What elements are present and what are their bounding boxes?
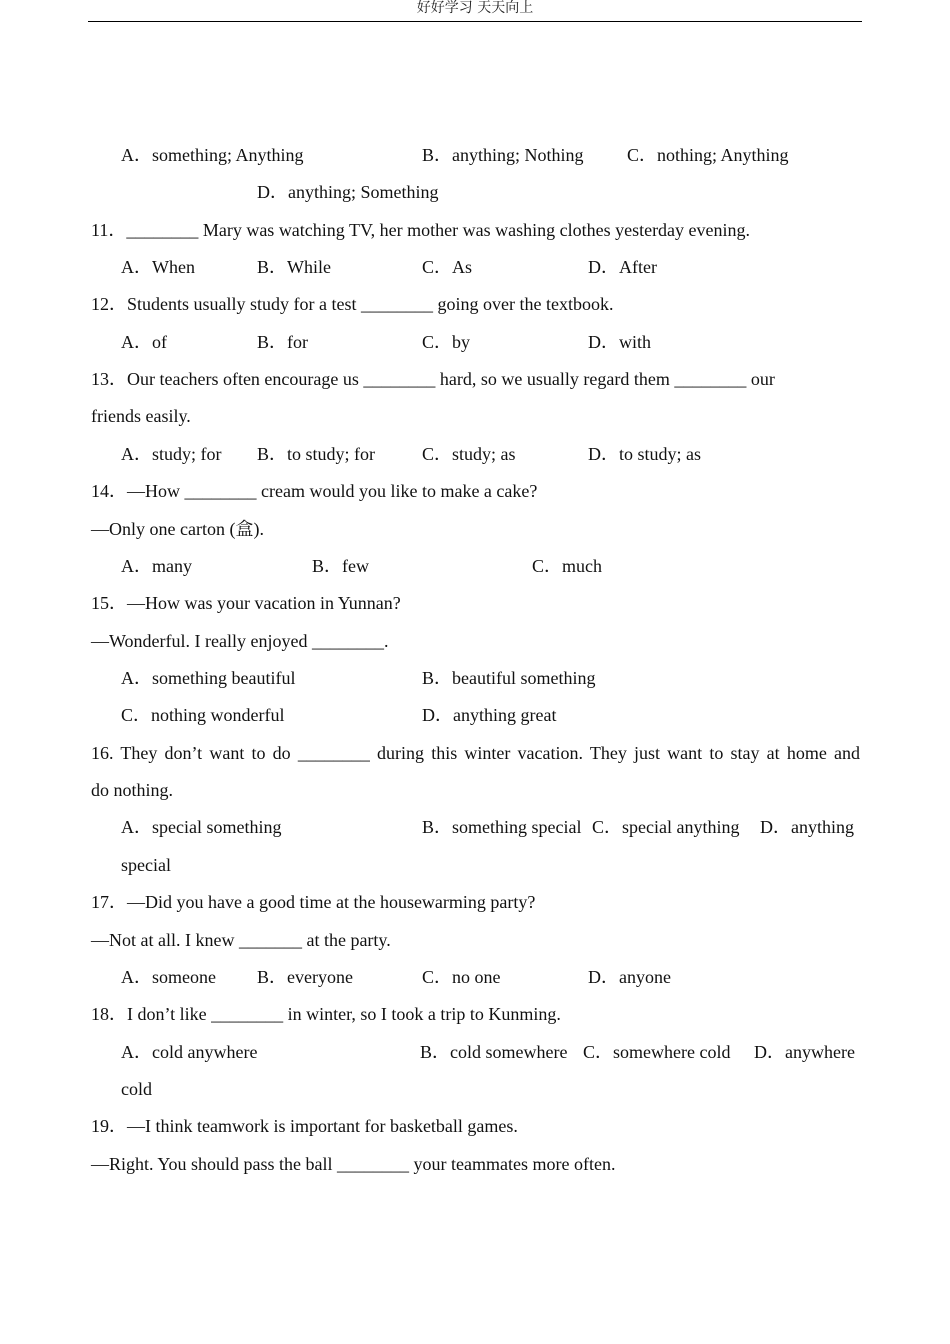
q13-option-d: D．to study; as: [588, 444, 702, 464]
q16-option-b: B．something special: [422, 817, 582, 837]
q18-option-c: C．somewhere cold: [583, 1042, 731, 1062]
q19-stem: 19．—I think teamwork is important for basketball games.: [91, 1116, 518, 1136]
q17-option-c: C．no one: [422, 967, 501, 987]
q15-options-row2: [0, 703, 950, 727]
q14-option-c: C．much: [532, 556, 602, 576]
q14-options-row: [0, 554, 950, 578]
q10-option-b: B．anything; Nothing: [422, 145, 584, 165]
q18-option-d-line2: cold: [121, 1079, 152, 1099]
q11-stem: 11．________ Mary was watching TV, her mother was washing clothes yesterday evening.: [91, 220, 751, 240]
q12-option-d: D．with: [588, 332, 651, 352]
q12-stem-row: [0, 292, 950, 316]
q11-option-c: C．As: [422, 257, 473, 277]
q15-stem-row: [0, 591, 950, 615]
q14-reply-row: [0, 517, 950, 541]
q10-option-d: D．anything; Something: [257, 182, 439, 202]
q16-option-d-line1: D．anything: [760, 817, 854, 837]
q13-option-b: B．to study; for: [257, 444, 376, 464]
q13-stem-row2: [0, 404, 950, 428]
q16-option-c: C．special anything: [592, 817, 740, 837]
header-text: 好好学习 天天向上: [416, 0, 534, 16]
q19-stem-row: [0, 1114, 950, 1138]
q10-options-row1: [0, 143, 950, 167]
q11-stem-row: [0, 218, 950, 242]
q16-stem-row1: [0, 741, 950, 765]
q17-options-row: [0, 965, 950, 989]
q14-stem: 14．—How ________ cream would you like to make a cake?: [91, 481, 538, 501]
q14-stem-row: [0, 479, 950, 503]
q15-options-row1: [0, 666, 950, 690]
q12-option-c: C．by: [422, 332, 471, 352]
q15-option-c: C．nothing wonderful: [121, 705, 285, 725]
q17-option-b: B．everyone: [257, 967, 353, 987]
q17-stem: 17．—Did you have a good time at the housewarming party?: [91, 892, 536, 912]
q11-option-a: A．When: [121, 257, 195, 277]
q15-option-d: D．anything great: [422, 705, 557, 725]
q13-stem-line1: 13．Our teachers often encourage us ________ hard, so we usually regard them ________ our: [91, 369, 775, 389]
q10-options-row2: [0, 180, 950, 204]
q17-option-a: A．someone: [121, 967, 216, 987]
q19-reply-row: [0, 1152, 950, 1176]
q11-option-d: D．After: [588, 257, 657, 277]
q17-reply: —Not at all. I knew _______ at the party.: [91, 930, 391, 950]
q18-options-row1: [0, 1040, 950, 1064]
q18-options-row2: [0, 1077, 950, 1101]
q18-stem-row: [0, 1002, 950, 1026]
q12-option-b: B．for: [257, 332, 308, 352]
q16-option-a: A．special something: [121, 817, 282, 837]
q17-stem-row: [0, 890, 950, 914]
q15-option-a: A．something beautiful: [121, 668, 296, 688]
q12-option-a: A．of: [121, 332, 167, 352]
q18-option-b: B．cold somewhere: [420, 1042, 568, 1062]
q16-stem-line2: do nothing.: [91, 780, 174, 800]
q13-options-row: [0, 442, 950, 466]
q18-option-a: A．cold anywhere: [121, 1042, 258, 1062]
q15-stem: 15．—How was your vacation in Yunnan?: [91, 593, 401, 613]
q16-stem-row2: [0, 778, 950, 802]
q17-reply-row: [0, 928, 950, 952]
q10-option-c: C．nothing; Anything: [627, 145, 789, 165]
q10-option-a: A．something; Anything: [121, 145, 304, 165]
q14-option-b: B．few: [312, 556, 369, 576]
q16-stem-line1: 16. They don’t want to do ________ during this winter vacation. They just want to stay at home and: [91, 743, 860, 763]
q15-reply-row: [0, 629, 950, 653]
q13-stem-line2: friends easily.: [91, 406, 191, 426]
q12-stem: 12．Students usually study for a test ________ going over the textbook.: [91, 294, 614, 314]
q15-reply: —Wonderful. I really enjoyed ________.: [91, 631, 389, 651]
q16-options-row2: [0, 853, 950, 877]
q11-options-row: [0, 255, 950, 279]
q14-reply: —Only one carton (盒).: [91, 519, 264, 539]
q17-option-d: D．anyone: [588, 967, 671, 987]
q13-stem-row1: [0, 367, 950, 391]
q18-option-d-line1: D．anywhere: [754, 1042, 855, 1062]
q16-options-row1: [0, 815, 950, 839]
q14-option-a: A．many: [121, 556, 192, 576]
q11-option-b: B．While: [257, 257, 331, 277]
q18-stem: 18．I don’t like ________ in winter, so I took a trip to Kunming.: [91, 1004, 561, 1024]
q19-reply: —Right. You should pass the ball ________ your teammates more often.: [91, 1154, 616, 1174]
q13-option-c: C．study; as: [422, 444, 516, 464]
q16-option-d-line2: special: [121, 855, 171, 875]
q12-options-row: [0, 330, 950, 354]
q13-option-a: A．study; for: [121, 444, 222, 464]
q15-option-b: B．beautiful something: [422, 668, 596, 688]
